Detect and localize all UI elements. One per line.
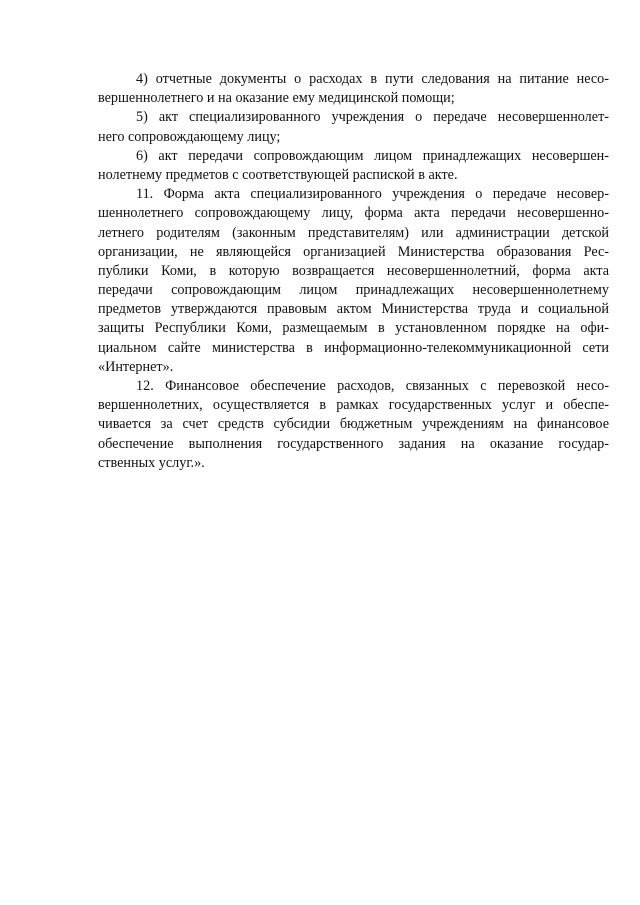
paragraph-11 [98, 185, 609, 377]
text-line: 12. Финансовое обеспечение расходов, связанных с перевозкой несо- [136, 378, 609, 394]
text-line: защиты Республики Коми, размещаемым в установленном порядке на офи- [98, 320, 609, 337]
text-line: 4) отчетные документы о расходах в пути следования на питание несо- [136, 71, 609, 87]
text-line: него сопровождающему лицу; [98, 128, 281, 145]
paragraph-item-6 [98, 147, 609, 185]
text-line: предметов утверждаются правовым актом Министерства труда и социальной [98, 301, 609, 318]
text-line: публики Коми, в которую возвращается несовершеннолетний, форма акта [98, 262, 609, 279]
paragraph-item-5 [98, 108, 609, 146]
text-line: организации, не являющейся организацией Министерства образования Рес- [98, 243, 609, 260]
text-line: ственных услуг.». [98, 454, 205, 471]
text-line: обеспечение выполнения государственного задания на оказание государ- [98, 435, 609, 452]
text-line: 5) акт специализированного учреждения о передаче несовершеннолет- [136, 109, 609, 126]
text-line: 6) акт передачи сопровождающим лицом принадлежащих несовершен- [136, 147, 609, 164]
text-line: шеннолетнего сопровождающему лицу, форма акта передачи несовершенно- [98, 205, 609, 222]
text-line: вершеннолетнего и на оказание ему медицинской помощи; [98, 90, 455, 107]
paragraph-12 [98, 377, 609, 473]
text-line: 11. Форма акта специализированного учреждения о передаче несовер- [136, 186, 609, 203]
document-body [98, 70, 609, 473]
text-line: «Интернет». [98, 358, 174, 375]
text-line: чивается за счет средств субсидии бюджетным учреждениям на финансовое [98, 416, 609, 433]
paragraph-item-4 [98, 70, 609, 108]
text-line: вершеннолетних, осуществляется в рамках государственных услуг и обеспе- [98, 397, 609, 414]
text-line: передачи сопровождающим лицом принадлежащих несовершеннолетнему [98, 282, 609, 299]
text-line: летнего родителям (законным представителям) или администрации детской [98, 224, 609, 241]
text-line: нолетнему предметов с соответствующей распиской в акте. [98, 166, 458, 183]
text-line: циальном сайте министерства в информационно-телекоммуникационной сети [98, 339, 609, 356]
